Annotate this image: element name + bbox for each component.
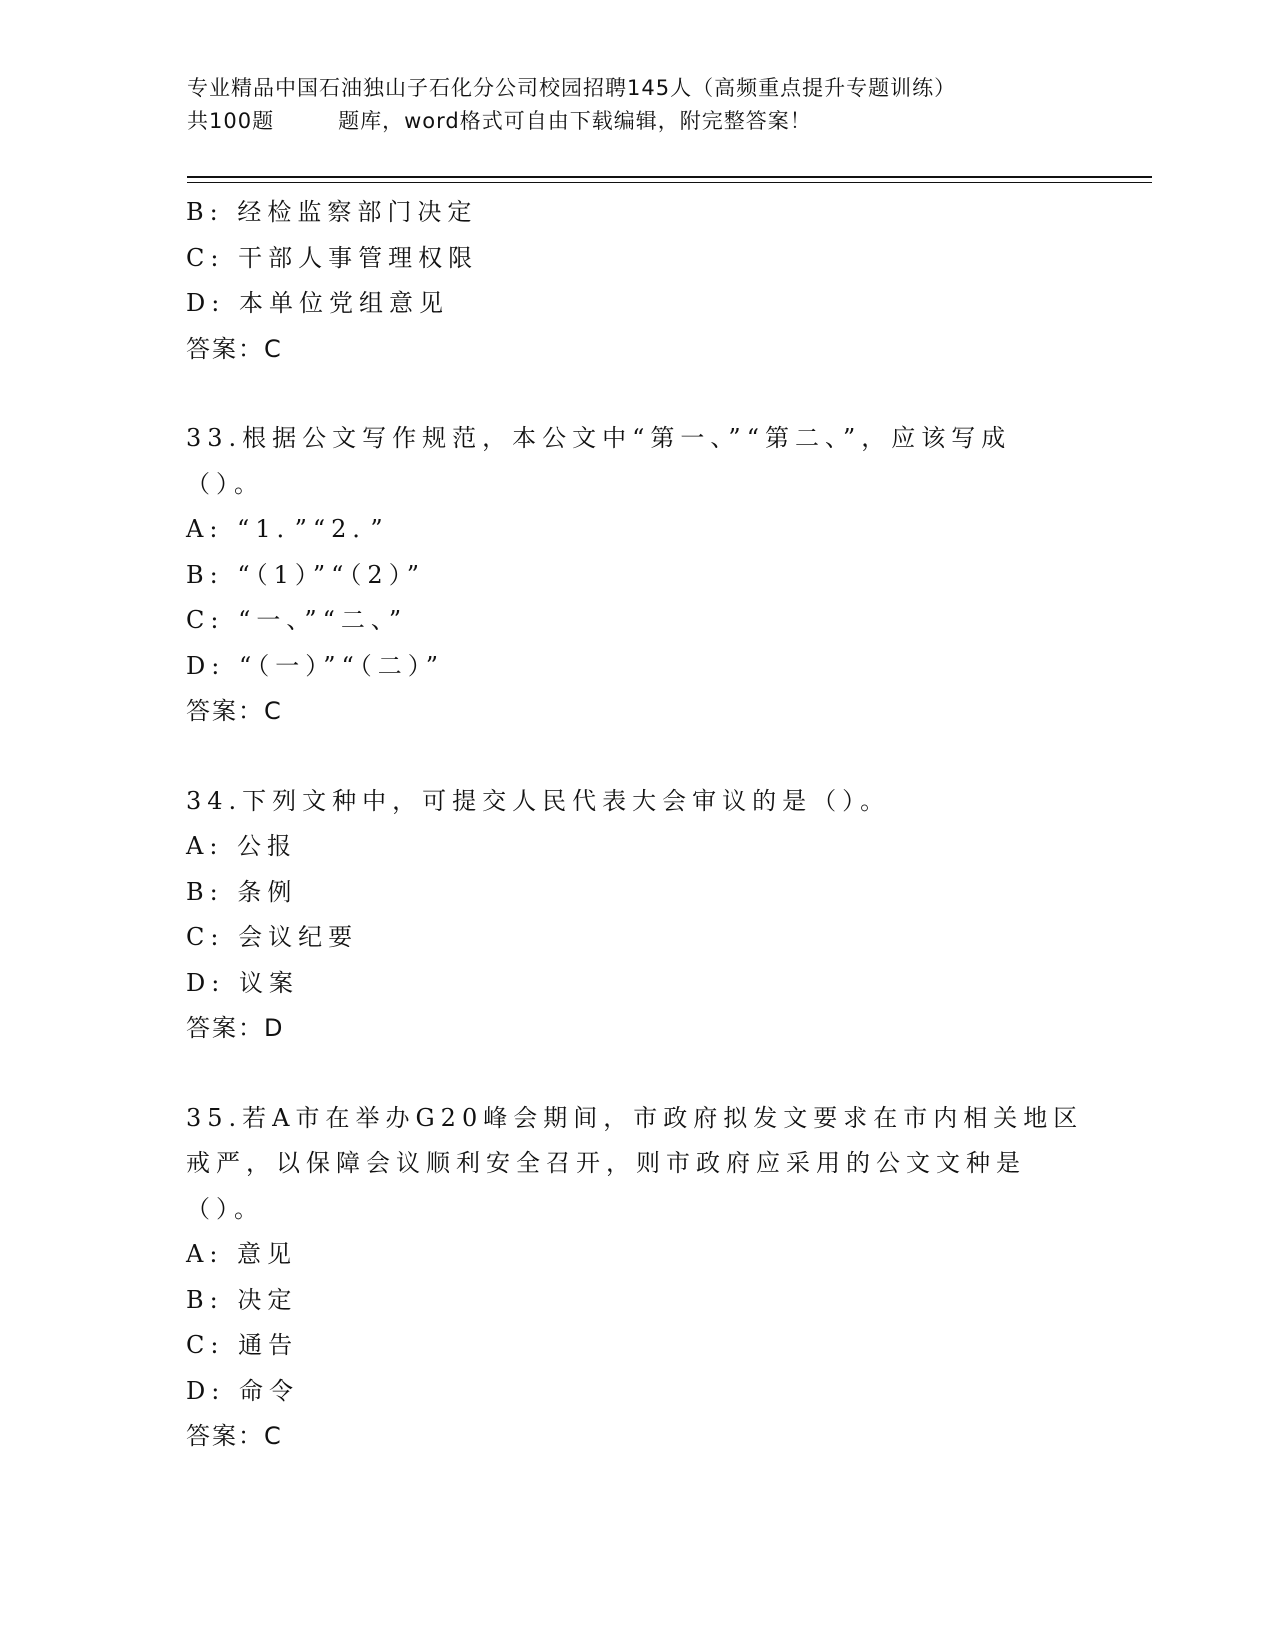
option-c: C: 通告 — [186, 1331, 299, 1359]
header-description: 题库，word格式可自由下载编辑，附完整答案！ — [338, 109, 812, 133]
option-a: A: 公报 — [186, 832, 298, 860]
header-divider-thin — [187, 182, 1152, 183]
option-c: C: 会议纪要 — [186, 923, 359, 951]
header-divider-thick — [187, 176, 1152, 178]
option-b: B: 条例 — [186, 877, 298, 906]
option-b: B: 决定 — [186, 1285, 298, 1314]
question-stem: 35.若A市在举办G20峰会期间，市政府拟发文要求在市内相关地区戒严，以保障会议顺利安全召开，则市政府应采用的公文文种是（）。 — [186, 1103, 1084, 1223]
option-a: A: 意见 — [186, 1240, 298, 1268]
question-35-block — [186, 1096, 1086, 1460]
option-b: B: 经检监察部门决定 — [186, 198, 478, 226]
answer: 答案：C — [186, 334, 283, 363]
option-c: C: 干部人事管理权限 — [186, 243, 479, 272]
header-title: 专业精品中国石油独山子石化分公司校园招聘145人（高频重点提升专题训练） — [187, 76, 957, 100]
option-d: D: 命令 — [186, 1376, 299, 1405]
option-a: A: “1．”“2．” — [186, 515, 389, 543]
answer: 答案：C — [186, 697, 283, 725]
option-c: C: “一、”“二、” — [186, 606, 408, 634]
header-question-count: 共100题 — [187, 109, 275, 133]
question-stem: 34.下列文种中，可提交人民代表大会审议的是（）。 — [186, 786, 891, 815]
header-subtitle — [187, 105, 1067, 138]
question-33-block — [186, 416, 1086, 735]
question-34-block — [186, 779, 1086, 1052]
option-b: B: “（1）”“（2）” — [186, 560, 425, 589]
option-d: D: 本单位党组意见 — [186, 289, 449, 317]
answer: 答案：C — [186, 1422, 283, 1450]
answer: 答案：D — [186, 1014, 285, 1042]
document-header — [187, 72, 1067, 138]
option-d: D: 议案 — [186, 968, 299, 997]
document-body — [186, 190, 1086, 1460]
question-stem: 33.根据公文写作规范，本公文中“第一、”“第二、”，应该写成（）。 — [186, 424, 1012, 498]
question-32-block — [186, 190, 1086, 372]
option-d: D: “（一）”“（二）” — [186, 651, 445, 680]
